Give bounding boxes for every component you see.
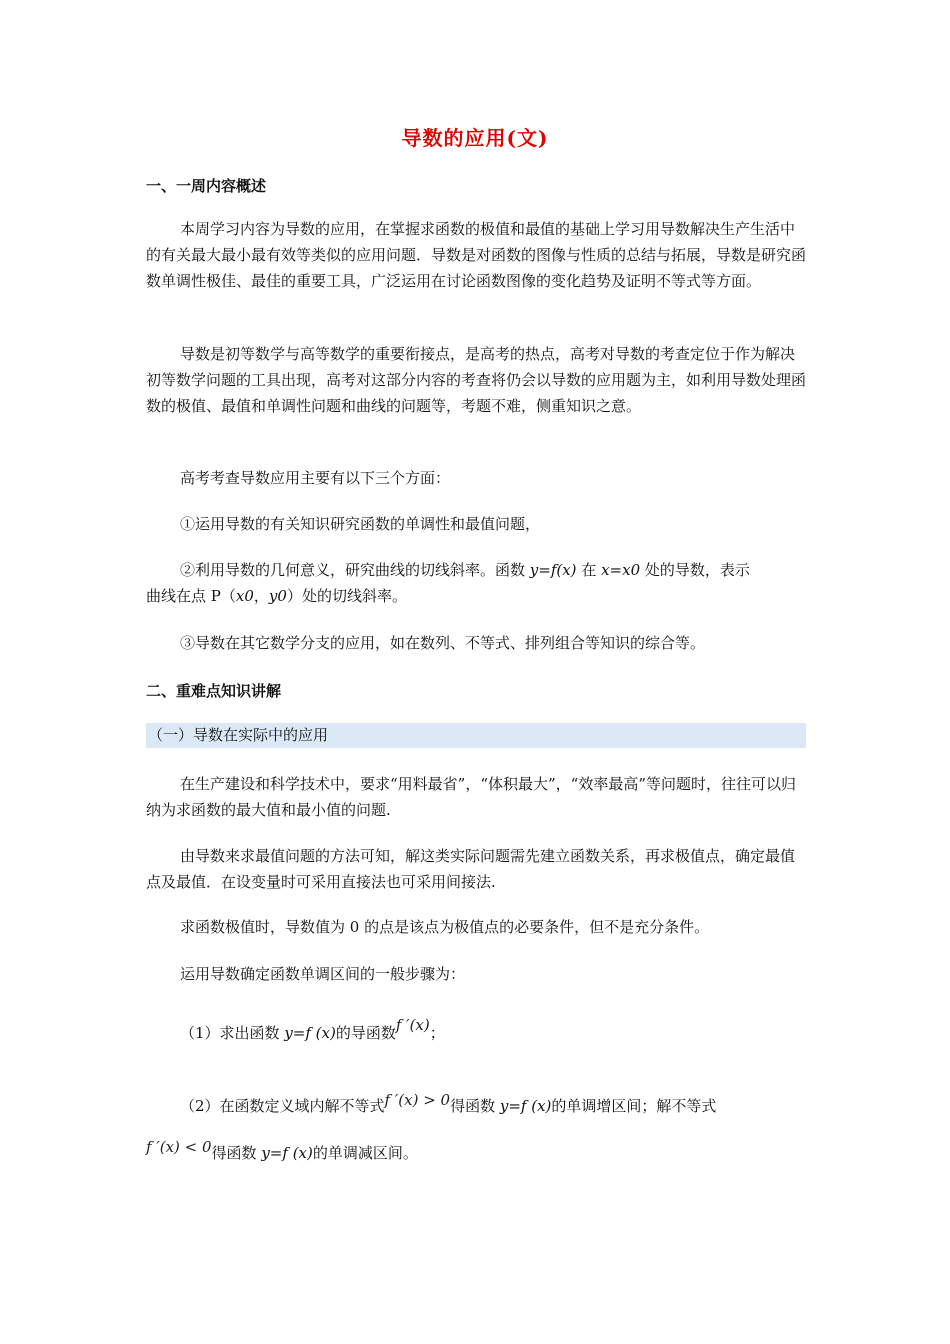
key-points-paragraph-3: 求函数极值时，导数值为 0 的点是该点为极值点的必要条件，但不是充分条件。	[180, 918, 710, 936]
point-expression: x=x0	[601, 561, 641, 579]
step-2: （2）在函数定义域内解不等式f ′(x) > 0得函数 y=f (x)的单调增区间；解不等式	[180, 1091, 717, 1115]
aspect-item-1: ①运用导数的有关知识研究函数的单调性和最值问题，	[180, 515, 541, 533]
section-heading-overview: 一、一周内容概述	[146, 177, 267, 195]
key-points-paragraph-1: 在生产建设和科学技术中，要求“用料最省”，“体积最大”，“效率最高”等问题时，往往可以归纳为求函数的最大值和最小值的问题.	[146, 775, 797, 819]
key-points-paragraph-4: 运用导数确定函数单调区间的一般步骤为：	[180, 965, 466, 983]
step-1: （1）求出函数 y=f (x)的导函数f ′(x)；	[180, 1016, 445, 1042]
section-heading-key-points: 二、重难点知识讲解	[146, 682, 282, 700]
step-2-line-2: f ′(x) < 0得函数 y=f (x)的单调减区间。	[146, 1138, 418, 1162]
aspect-item-2-line-2: 曲线在点 P（x0，y0）处的切线斜率。	[146, 587, 407, 605]
subsection-band: （一）导数在实际中的应用	[146, 723, 806, 748]
overview-paragraph-2-text: 导数是初等数学与高等数学的重要衔接点，是高考的热点，高考对导数的考查定位于作为解决初等数学问题的工具出现，高考对这部分内容的考查将仍会以导数的应用题为主，如利用导数处理函数的极值、最值和单调性问题和曲线的问题等，考题不难，侧重知识之意。	[146, 345, 807, 415]
overview-paragraph-2	[146, 341, 808, 419]
overview-paragraph-3: 高考考查导数应用主要有以下三个方面：	[180, 469, 451, 487]
inequality-decreasing: f ′(x) < 0	[146, 1138, 212, 1156]
aspect-item-2: ②利用导数的几何意义，研究曲线的切线斜率。函数 y=f(x) 在 x=x0 处的导数，表示	[180, 561, 750, 579]
document-title: 导数的应用(文)	[401, 126, 549, 150]
function-expression: y=f(x)	[529, 561, 577, 579]
aspect-item-3: ③导数在其它数学分支的应用，如在数列、不等式、排列组合等知识的综合等。	[180, 634, 706, 652]
derivative-formula: f ′(x)	[395, 1016, 430, 1034]
inequality-increasing: f ′(x) > 0	[384, 1091, 451, 1109]
overview-paragraph-1-text: 本周学习内容为导数的应用，在掌握求函数的极值和最值的基础上学习用导数解决生产生活中的有关最大最小最有效等类似的应用问题．导数是对函数的图像与性质的总结与拓展，导数是研究函数单调性极佳、最佳的重要工具，广泛运用在讨论函数图像的变化趋势及证明不等式等方面。	[146, 220, 807, 290]
key-points-paragraph-2: 由导数来求最值问题的方法可知，解这类实际问题需先建立函数关系，再求极值点，确定最值点及最值．在设变量时可采用直接法也可采用间接法.	[146, 847, 796, 891]
overview-paragraph-1	[146, 216, 808, 294]
